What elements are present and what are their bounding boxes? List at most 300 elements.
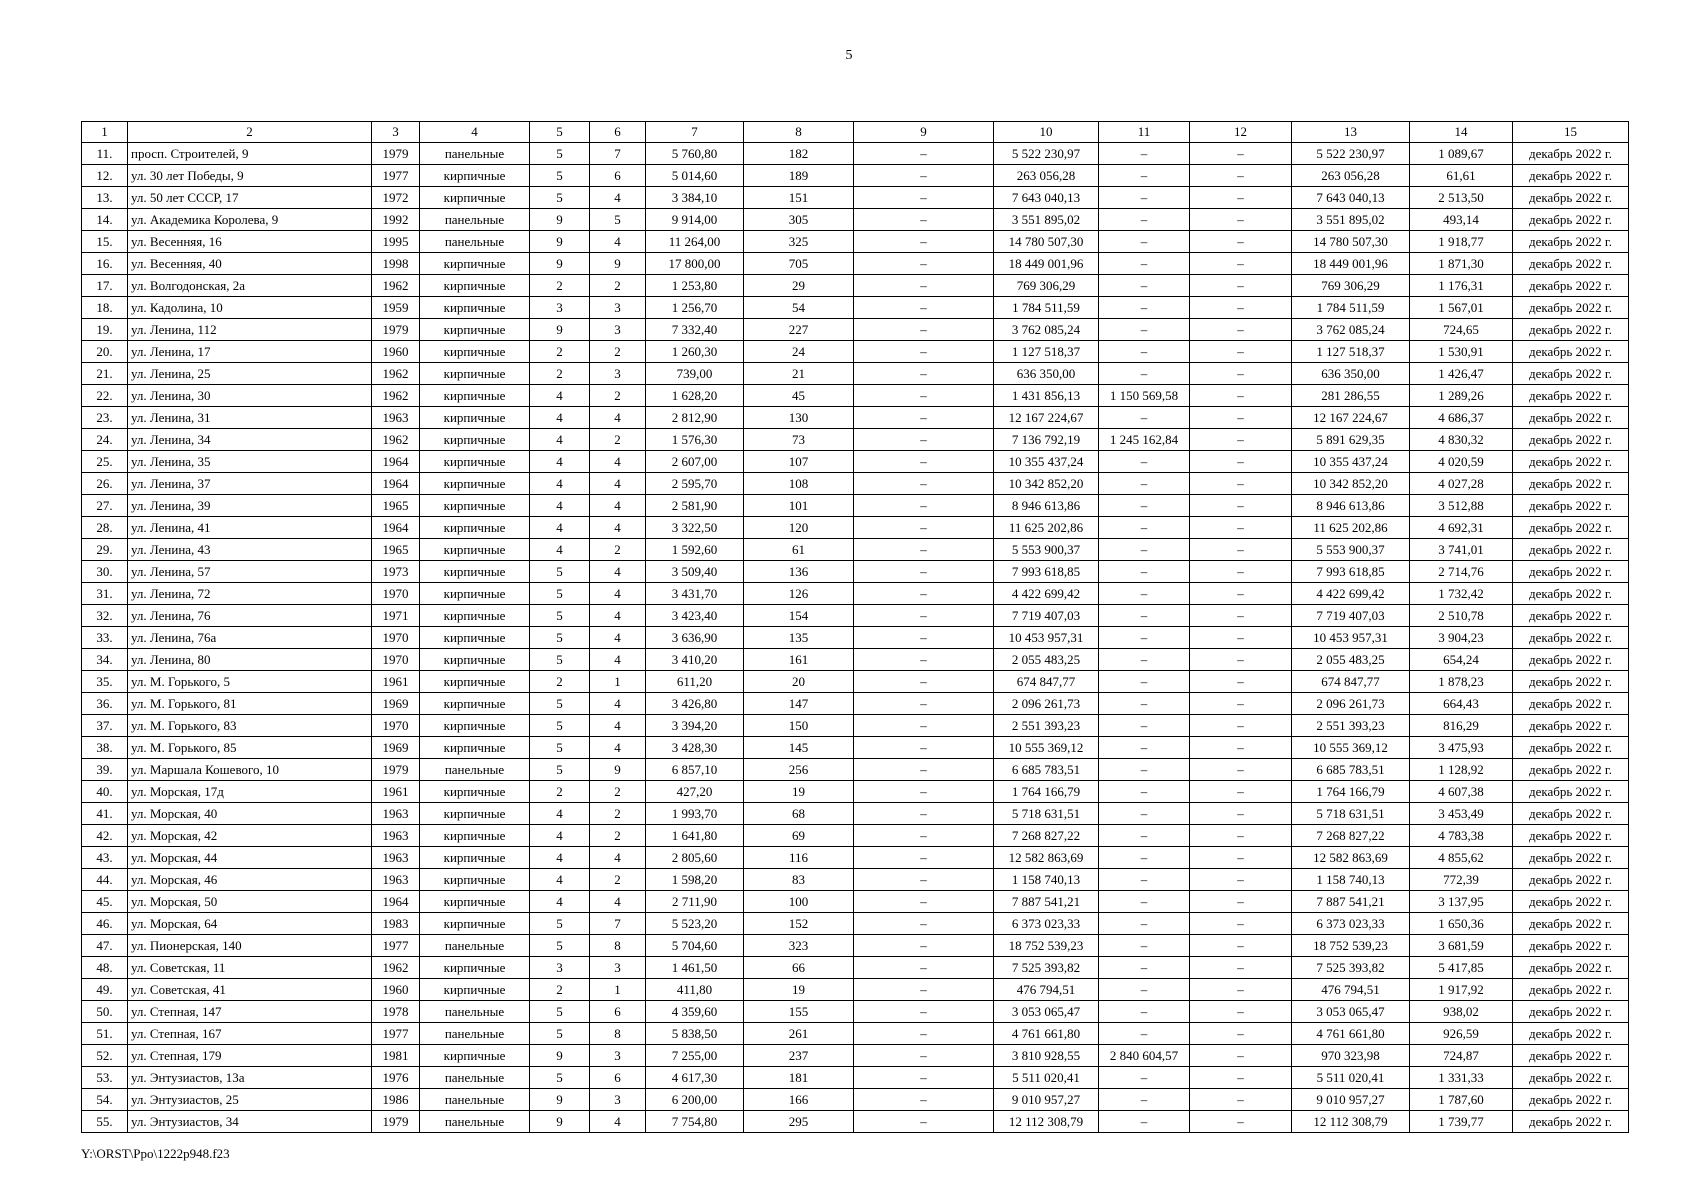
- cell-total-area: 2 581,90: [646, 495, 744, 517]
- cell-cost-col-13: 1 784 511,59: [1292, 297, 1410, 319]
- cell-cost-col-12: –: [1190, 693, 1292, 715]
- cell-residents: 20: [744, 671, 854, 693]
- cell-total-cost: 7 643 040,13: [994, 187, 1099, 209]
- cell-completion-date: декабрь 2022 г.: [1513, 319, 1629, 341]
- cell-cost-col-9: –: [854, 407, 994, 429]
- cell-cost-col-9: –: [854, 473, 994, 495]
- cell-residents: 256: [744, 759, 854, 781]
- cell-entrances: 4: [590, 583, 646, 605]
- cell-cost-col-11: –: [1099, 935, 1190, 957]
- cell-completion-date: декабрь 2022 г.: [1513, 297, 1629, 319]
- table-row: [82, 671, 1629, 693]
- cell-floors: 4: [530, 451, 590, 473]
- cell-address: ул. Степная, 179: [128, 1045, 372, 1067]
- cell-year-built: 1978: [372, 1001, 420, 1023]
- cell-entrances: 2: [590, 275, 646, 297]
- cell-wall-material: панельные: [420, 759, 530, 781]
- cell-cost-col-9: –: [854, 759, 994, 781]
- cell-cost-col-12: –: [1190, 561, 1292, 583]
- cell-floors: 5: [530, 187, 590, 209]
- cell-cost-col-9: –: [854, 451, 994, 473]
- cell-floors: 4: [530, 869, 590, 891]
- cell-total-cost: 263 056,28: [994, 165, 1099, 187]
- cell-cost-per-unit: 654,24: [1410, 649, 1513, 671]
- cell-total-cost: 10 342 852,20: [994, 473, 1099, 495]
- cell-cost-col-13: 3 551 895,02: [1292, 209, 1410, 231]
- cell-cost-per-unit: 724,87: [1410, 1045, 1513, 1067]
- cell-wall-material: кирпичные: [420, 275, 530, 297]
- cell-floors: 9: [530, 1045, 590, 1067]
- cell-cost-col-11: –: [1099, 253, 1190, 275]
- cell-cost-col-12: –: [1190, 253, 1292, 275]
- cell-cost-col-11: –: [1099, 605, 1190, 627]
- cell-cost-col-12: –: [1190, 1067, 1292, 1089]
- cell-total-area: 3 410,20: [646, 649, 744, 671]
- column-header: 6: [590, 122, 646, 143]
- cell-entrances: 1: [590, 671, 646, 693]
- cell-year-built: 1969: [372, 693, 420, 715]
- cell-address: ул. Ленина, 25: [128, 363, 372, 385]
- cell-row-number: 36.: [82, 693, 128, 715]
- cell-floors: 9: [530, 1111, 590, 1133]
- cell-wall-material: панельные: [420, 1023, 530, 1045]
- cell-year-built: 1963: [372, 803, 420, 825]
- cell-cost-col-12: –: [1190, 297, 1292, 319]
- cell-cost-per-unit: 4 020,59: [1410, 451, 1513, 473]
- cell-year-built: 1979: [372, 1111, 420, 1133]
- cell-row-number: 42.: [82, 825, 128, 847]
- cell-entrances: 3: [590, 319, 646, 341]
- cell-residents: 151: [744, 187, 854, 209]
- cell-completion-date: декабрь 2022 г.: [1513, 627, 1629, 649]
- cell-residents: 69: [744, 825, 854, 847]
- cell-cost-col-9: –: [854, 363, 994, 385]
- cell-cost-col-13: 12 167 224,67: [1292, 407, 1410, 429]
- cell-floors: 9: [530, 319, 590, 341]
- cell-year-built: 1971: [372, 605, 420, 627]
- cell-total-cost: 2 055 483,25: [994, 649, 1099, 671]
- cell-year-built: 1986: [372, 1089, 420, 1111]
- cell-floors: 4: [530, 803, 590, 825]
- cell-completion-date: декабрь 2022 г.: [1513, 715, 1629, 737]
- cell-row-number: 15.: [82, 231, 128, 253]
- cell-year-built: 1995: [372, 231, 420, 253]
- cell-cost-col-13: 4 422 699,42: [1292, 583, 1410, 605]
- cell-cost-per-unit: 1 567,01: [1410, 297, 1513, 319]
- cell-total-cost: 1 431 856,13: [994, 385, 1099, 407]
- cell-cost-col-9: –: [854, 275, 994, 297]
- cell-cost-per-unit: 1 739,77: [1410, 1111, 1513, 1133]
- cell-total-cost: 5 522 230,97: [994, 143, 1099, 165]
- cell-total-cost: 7 887 541,21: [994, 891, 1099, 913]
- cell-floors: 4: [530, 847, 590, 869]
- cell-floors: 5: [530, 913, 590, 935]
- cell-wall-material: панельные: [420, 1111, 530, 1133]
- column-header: 1: [82, 122, 128, 143]
- cell-completion-date: декабрь 2022 г.: [1513, 803, 1629, 825]
- cell-address: ул. Морская, 44: [128, 847, 372, 869]
- cell-cost-per-unit: 493,14: [1410, 209, 1513, 231]
- cell-total-area: 5 523,20: [646, 913, 744, 935]
- cell-cost-per-unit: 1 650,36: [1410, 913, 1513, 935]
- cell-cost-col-9: –: [854, 869, 994, 891]
- cell-cost-col-11: –: [1099, 407, 1190, 429]
- cell-cost-col-11: –: [1099, 649, 1190, 671]
- cell-address: ул. Весенняя, 40: [128, 253, 372, 275]
- cell-cost-col-13: 674 847,77: [1292, 671, 1410, 693]
- table-row: [82, 1001, 1629, 1023]
- cell-row-number: 22.: [82, 385, 128, 407]
- cell-residents: 73: [744, 429, 854, 451]
- table-row: [82, 781, 1629, 803]
- cell-row-number: 44.: [82, 869, 128, 891]
- cell-floors: 4: [530, 825, 590, 847]
- cell-row-number: 52.: [82, 1045, 128, 1067]
- cell-floors: 4: [530, 891, 590, 913]
- cell-cost-col-13: 18 752 539,23: [1292, 935, 1410, 957]
- cell-cost-col-12: –: [1190, 737, 1292, 759]
- column-header: 13: [1292, 122, 1410, 143]
- cell-row-number: 50.: [82, 1001, 128, 1023]
- cell-cost-col-12: –: [1190, 671, 1292, 693]
- cell-cost-col-9: –: [854, 957, 994, 979]
- cell-wall-material: панельные: [420, 209, 530, 231]
- cell-wall-material: кирпичные: [420, 803, 530, 825]
- cell-cost-col-11: –: [1099, 363, 1190, 385]
- cell-row-number: 20.: [82, 341, 128, 363]
- cell-total-cost: 8 946 613,86: [994, 495, 1099, 517]
- cell-wall-material: кирпичные: [420, 781, 530, 803]
- cell-wall-material: кирпичные: [420, 165, 530, 187]
- cell-cost-col-9: –: [854, 605, 994, 627]
- cell-total-area: 5 838,50: [646, 1023, 744, 1045]
- cell-cost-col-13: 769 306,29: [1292, 275, 1410, 297]
- cell-wall-material: кирпичные: [420, 627, 530, 649]
- cell-cost-col-9: –: [854, 627, 994, 649]
- cell-wall-material: кирпичные: [420, 649, 530, 671]
- cell-row-number: 55.: [82, 1111, 128, 1133]
- column-header: 10: [994, 122, 1099, 143]
- cell-year-built: 1962: [372, 385, 420, 407]
- cell-total-cost: 7 136 792,19: [994, 429, 1099, 451]
- cell-entrances: 4: [590, 649, 646, 671]
- cell-entrances: 3: [590, 957, 646, 979]
- cell-address: ул. Ленина, 35: [128, 451, 372, 473]
- cell-floors: 5: [530, 143, 590, 165]
- cell-total-cost: 14 780 507,30: [994, 231, 1099, 253]
- cell-row-number: 13.: [82, 187, 128, 209]
- cell-residents: 21: [744, 363, 854, 385]
- cell-address: ул. Степная, 147: [128, 1001, 372, 1023]
- cell-cost-col-9: –: [854, 1001, 994, 1023]
- cell-cost-col-9: –: [854, 737, 994, 759]
- column-header: 2: [128, 122, 372, 143]
- cell-total-area: 11 264,00: [646, 231, 744, 253]
- cell-address: ул. Ленина, 43: [128, 539, 372, 561]
- cell-total-cost: 7 993 618,85: [994, 561, 1099, 583]
- cell-address: ул. Морская, 42: [128, 825, 372, 847]
- cell-total-area: 2 805,60: [646, 847, 744, 869]
- cell-cost-col-9: –: [854, 143, 994, 165]
- cell-cost-col-13: 12 582 863,69: [1292, 847, 1410, 869]
- table-row: [82, 803, 1629, 825]
- cell-floors: 4: [530, 495, 590, 517]
- cell-residents: 126: [744, 583, 854, 605]
- table-row: [82, 165, 1629, 187]
- cell-cost-col-13: 7 268 827,22: [1292, 825, 1410, 847]
- cell-floors: 5: [530, 935, 590, 957]
- cell-total-area: 9 914,00: [646, 209, 744, 231]
- cell-floors: 5: [530, 715, 590, 737]
- cell-wall-material: кирпичные: [420, 363, 530, 385]
- cell-residents: 227: [744, 319, 854, 341]
- cell-residents: 189: [744, 165, 854, 187]
- cell-year-built: 1983: [372, 913, 420, 935]
- cell-floors: 5: [530, 1001, 590, 1023]
- cell-total-area: 17 800,00: [646, 253, 744, 275]
- cell-cost-per-unit: 1 128,92: [1410, 759, 1513, 781]
- cell-cost-col-11: –: [1099, 451, 1190, 473]
- cell-cost-col-13: 7 643 040,13: [1292, 187, 1410, 209]
- cell-total-area: 427,20: [646, 781, 744, 803]
- cell-cost-col-9: –: [854, 231, 994, 253]
- cell-entrances: 5: [590, 209, 646, 231]
- cell-cost-per-unit: 1 089,67: [1410, 143, 1513, 165]
- cell-row-number: 27.: [82, 495, 128, 517]
- cell-year-built: 1977: [372, 165, 420, 187]
- cell-year-built: 1970: [372, 583, 420, 605]
- cell-total-cost: 11 625 202,86: [994, 517, 1099, 539]
- cell-total-cost: 476 794,51: [994, 979, 1099, 1001]
- cell-wall-material: панельные: [420, 1089, 530, 1111]
- cell-entrances: 4: [590, 517, 646, 539]
- cell-row-number: 45.: [82, 891, 128, 913]
- cell-residents: 54: [744, 297, 854, 319]
- cell-completion-date: декабрь 2022 г.: [1513, 539, 1629, 561]
- cell-wall-material: кирпичные: [420, 583, 530, 605]
- cell-cost-col-11: –: [1099, 297, 1190, 319]
- cell-completion-date: декабрь 2022 г.: [1513, 1089, 1629, 1111]
- cell-residents: 68: [744, 803, 854, 825]
- cell-total-area: 6 857,10: [646, 759, 744, 781]
- cell-address: ул. Ленина, 17: [128, 341, 372, 363]
- table-row: [82, 913, 1629, 935]
- header-row: [82, 122, 1629, 143]
- cell-wall-material: кирпичные: [420, 979, 530, 1001]
- cell-completion-date: декабрь 2022 г.: [1513, 275, 1629, 297]
- cell-address: ул. Ленина, 112: [128, 319, 372, 341]
- cell-wall-material: панельные: [420, 935, 530, 957]
- cell-cost-col-11: –: [1099, 275, 1190, 297]
- cell-residents: 295: [744, 1111, 854, 1133]
- cell-total-area: 1 641,80: [646, 825, 744, 847]
- cell-total-area: 3 384,10: [646, 187, 744, 209]
- cell-total-cost: 7 719 407,03: [994, 605, 1099, 627]
- cell-cost-per-unit: 3 904,23: [1410, 627, 1513, 649]
- table-row: [82, 693, 1629, 715]
- cell-year-built: 1970: [372, 627, 420, 649]
- cell-total-cost: 12 112 308,79: [994, 1111, 1099, 1133]
- cell-year-built: 1979: [372, 319, 420, 341]
- cell-cost-col-11: –: [1099, 1111, 1190, 1133]
- cell-cost-col-9: –: [854, 165, 994, 187]
- cell-completion-date: декабрь 2022 г.: [1513, 979, 1629, 1001]
- cell-cost-col-11: –: [1099, 1067, 1190, 1089]
- cell-cost-col-9: –: [854, 715, 994, 737]
- cell-cost-per-unit: 5 417,85: [1410, 957, 1513, 979]
- cell-row-number: 40.: [82, 781, 128, 803]
- file-path-footer: Y:\ORST\Ppo\1222p948.f23: [81, 1146, 230, 1161]
- cell-cost-per-unit: 3 475,93: [1410, 737, 1513, 759]
- cell-year-built: 1977: [372, 1023, 420, 1045]
- cell-completion-date: декабрь 2022 г.: [1513, 737, 1629, 759]
- cell-year-built: 1960: [372, 341, 420, 363]
- cell-floors: 4: [530, 429, 590, 451]
- cell-residents: 154: [744, 605, 854, 627]
- table-row: [82, 407, 1629, 429]
- table-row: [82, 385, 1629, 407]
- cell-cost-col-9: –: [854, 1023, 994, 1045]
- table-row: [82, 451, 1629, 473]
- cell-entrances: 1: [590, 979, 646, 1001]
- cell-entrances: 7: [590, 143, 646, 165]
- cell-floors: 5: [530, 693, 590, 715]
- cell-row-number: 17.: [82, 275, 128, 297]
- cell-cost-col-13: 263 056,28: [1292, 165, 1410, 187]
- cell-entrances: 4: [590, 187, 646, 209]
- cell-row-number: 49.: [82, 979, 128, 1001]
- cell-address: ул. Ленина, 41: [128, 517, 372, 539]
- cell-cost-col-12: –: [1190, 979, 1292, 1001]
- cell-entrances: 2: [590, 825, 646, 847]
- cell-total-cost: 1 127 518,37: [994, 341, 1099, 363]
- cell-address: ул. Советская, 41: [128, 979, 372, 1001]
- cell-cost-col-13: 281 286,55: [1292, 385, 1410, 407]
- cell-total-cost: 6 685 783,51: [994, 759, 1099, 781]
- cell-cost-col-9: –: [854, 1045, 994, 1067]
- cell-cost-col-9: –: [854, 385, 994, 407]
- cell-cost-col-11: –: [1099, 847, 1190, 869]
- data-table: [81, 121, 1629, 1133]
- cell-total-cost: 2 551 393,23: [994, 715, 1099, 737]
- cell-cost-col-13: 5 891 629,35: [1292, 429, 1410, 451]
- cell-cost-col-9: –: [854, 979, 994, 1001]
- cell-cost-col-13: 3 053 065,47: [1292, 1001, 1410, 1023]
- cell-cost-col-13: 476 794,51: [1292, 979, 1410, 1001]
- cell-total-cost: 769 306,29: [994, 275, 1099, 297]
- cell-year-built: 1972: [372, 187, 420, 209]
- cell-entrances: 2: [590, 803, 646, 825]
- cell-cost-per-unit: 4 830,32: [1410, 429, 1513, 451]
- cell-cost-col-12: –: [1190, 275, 1292, 297]
- cell-residents: 29: [744, 275, 854, 297]
- cell-year-built: 1962: [372, 275, 420, 297]
- cell-completion-date: декабрь 2022 г.: [1513, 869, 1629, 891]
- cell-address: ул. Пионерская, 140: [128, 935, 372, 957]
- cell-year-built: 1979: [372, 759, 420, 781]
- cell-row-number: 39.: [82, 759, 128, 781]
- cell-entrances: 3: [590, 297, 646, 319]
- cell-cost-col-9: –: [854, 429, 994, 451]
- cell-year-built: 1998: [372, 253, 420, 275]
- cell-completion-date: декабрь 2022 г.: [1513, 913, 1629, 935]
- cell-year-built: 1959: [372, 297, 420, 319]
- table-row: [82, 825, 1629, 847]
- cell-cost-col-13: 18 449 001,96: [1292, 253, 1410, 275]
- cell-row-number: 33.: [82, 627, 128, 649]
- cell-total-area: 1 576,30: [646, 429, 744, 451]
- cell-residents: 166: [744, 1089, 854, 1111]
- page-number: 5: [845, 48, 853, 63]
- cell-completion-date: декабрь 2022 г.: [1513, 825, 1629, 847]
- cell-year-built: 1979: [372, 143, 420, 165]
- cell-address: ул. Энтузиастов, 34: [128, 1111, 372, 1133]
- cell-floors: 2: [530, 363, 590, 385]
- cell-address: ул. Маршала Кошевого, 10: [128, 759, 372, 781]
- table-row: [82, 495, 1629, 517]
- cell-address: ул. Ленина, 39: [128, 495, 372, 517]
- cell-address: ул. Морская, 40: [128, 803, 372, 825]
- cell-floors: 4: [530, 407, 590, 429]
- cell-cost-col-12: –: [1190, 539, 1292, 561]
- cell-completion-date: декабрь 2022 г.: [1513, 231, 1629, 253]
- cell-wall-material: кирпичные: [420, 473, 530, 495]
- cell-total-cost: 6 373 023,33: [994, 913, 1099, 935]
- cell-cost-col-12: –: [1190, 385, 1292, 407]
- cell-cost-col-11: –: [1099, 1001, 1190, 1023]
- cell-year-built: 1965: [372, 495, 420, 517]
- cell-residents: 19: [744, 781, 854, 803]
- cell-cost-per-unit: 1 331,33: [1410, 1067, 1513, 1089]
- cell-total-cost: 10 555 369,12: [994, 737, 1099, 759]
- cell-address: ул. Морская, 50: [128, 891, 372, 913]
- cell-residents: 116: [744, 847, 854, 869]
- cell-cost-col-13: 5 522 230,97: [1292, 143, 1410, 165]
- table-row: [82, 473, 1629, 495]
- cell-row-number: 53.: [82, 1067, 128, 1089]
- table-row: [82, 517, 1629, 539]
- cell-cost-col-12: –: [1190, 407, 1292, 429]
- cell-cost-per-unit: 4 607,38: [1410, 781, 1513, 803]
- cell-year-built: 1964: [372, 451, 420, 473]
- cell-floors: 5: [530, 737, 590, 759]
- cell-cost-col-11: –: [1099, 913, 1190, 935]
- cell-address: ул. М. Горького, 83: [128, 715, 372, 737]
- cell-residents: 152: [744, 913, 854, 935]
- cell-year-built: 1976: [372, 1067, 420, 1089]
- cell-completion-date: декабрь 2022 г.: [1513, 385, 1629, 407]
- cell-wall-material: кирпичные: [420, 253, 530, 275]
- cell-cost-col-12: –: [1190, 341, 1292, 363]
- table-row: [82, 209, 1629, 231]
- cell-entrances: 4: [590, 737, 646, 759]
- cell-cost-per-unit: 2 510,78: [1410, 605, 1513, 627]
- cell-total-area: 2 812,90: [646, 407, 744, 429]
- cell-total-area: 3 636,90: [646, 627, 744, 649]
- cell-cost-col-13: 5 511 020,41: [1292, 1067, 1410, 1089]
- cell-total-area: 7 754,80: [646, 1111, 744, 1133]
- cell-cost-per-unit: 3 681,59: [1410, 935, 1513, 957]
- table-row: [82, 429, 1629, 451]
- table-row: [82, 1111, 1629, 1133]
- cell-cost-col-11: –: [1099, 1023, 1190, 1045]
- cell-cost-col-11: –: [1099, 165, 1190, 187]
- cell-total-area: 411,80: [646, 979, 744, 1001]
- cell-cost-col-13: 6 685 783,51: [1292, 759, 1410, 781]
- cell-wall-material: кирпичные: [420, 869, 530, 891]
- cell-address: ул. Ленина, 30: [128, 385, 372, 407]
- cell-cost-col-11: –: [1099, 143, 1190, 165]
